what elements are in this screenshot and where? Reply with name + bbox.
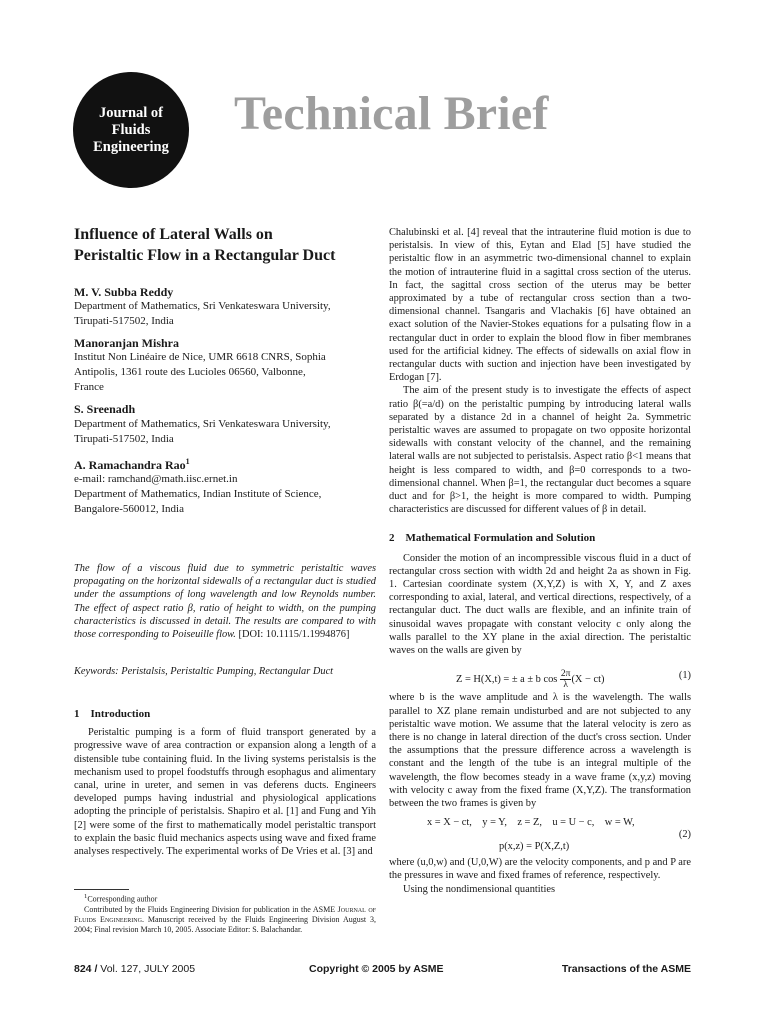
page-number: 824 — [74, 963, 92, 975]
journal-name-line1: Journal of — [98, 104, 164, 121]
journal-series: Transactions of the ASME — [561, 963, 691, 975]
copyright-notice: Copyright © 2005 by ASME — [309, 963, 444, 975]
author-affiliation: e-mail: ramchand@math.iisc.ernet.in Department of Mathematics, Indian Institute of Science, Bangalore-560012, India — [74, 472, 322, 515]
paragraph: The aim of the present study is to investigate the effects of aspect ratio β(=a/d) on the peristaltic pumping by introducing lateral walls separated by a distance 2d in a channel of height 2a. Symmetric peristaltic waves are assumed to propagate on two opposite horizontal sidewalls with constant velocity of the channel, and the remaining lateral walls are not subjected to peristalsis. Aspect ratio β<1 means that height is less compared to width, and β=0 corresponds to a two-dimensional channel. When β=1, the rectangular duct becomes a square duct and for β>1, the height is more compared to width. Pumping characteristics are discussed for different values of β in detail. — [389, 385, 691, 516]
volume-info: Vol. 127, JULY 2005 — [100, 963, 196, 975]
author-name: S. Sreenadh — [74, 402, 136, 417]
section-banner-title: Technical Brief — [234, 87, 549, 140]
equation-2: x = X − ct, y = Y, z = Z, u = U − c, w = W, (2) p(x,z) = P(X,Z,t) — [427, 817, 691, 853]
paragraph: where (u,0,w) and (U,0,W) are the velocity components, and p and P are the pressures in wave and fixed frames of reference, respectively. — [389, 857, 691, 882]
paragraph: Consider the motion of an incompressible viscous fluid in a duct of rectangular cross section with width 2d and height 2a as shown in Fig. 1. Cartesian coordinate system (X,Y,Z) is with X, Y, and Z axes corresponding to axial, lateral, and vertical directions, respectively, of a rectangular duct. The duct walls are flexible, and an infinite train of sinusoidal waves propagate with constant velocity c only along the walls parallel to the XY plane in the axial direction. The peristaltic waves on the walls are given by — [389, 552, 691, 657]
right-column — [389, 226, 691, 896]
footer-left: 824 / Vol. 127, JULY 2005 — [74, 963, 196, 975]
paragraph: Chalubinski et al. [4] reveal that the intrauterine fluid motion is due to peristalsis. In view of this, Eytan and Elad [5] have studied the peristaltic flow in an asymmetric two-dimensional channel to explain the motion of intrauterine fluid in a sagittal cross section of the uterus. In fact, the sagittal cross section of the uterus may be better approximated by a tube of rectangular cross section than a two-dimensional channel. Tsangaris and Vlachakis [6] have obtained an exact solution of the Navier-Stokes equations for a pulsating flow in a rectangular duct in order to explain the blood flow in fiber membranes used for the artificial kidney. The effects of sidewalls on axial flow in rectangular ducts with suction and injection have been investigated by Erdogan [7]. — [389, 227, 691, 384]
paragraph: Peristaltic pumping is a form of fluid transport generated by a progressive wave of area contraction or expansion along a length of a distensible tube containing fluid. In the living systems peristalsis is the mechanism used to propel foodstuffs through esophagus and alimentary canal, urine in ureter, and semen in vas deferens ducts. Engineers developed pumps having industrial and physiological applications adopting the principle of peristalsis. Shapiro et al. [1] and Fung and Yih [2] were some of the first to mathematically model peristaltic transport to explain the basic fluid mechanics aspects using wave and fixed frame analyses respectively. The experimental works of De Vries et al. [3] and — [74, 727, 376, 858]
footnotes: $^1$Corresponding author Contributed by the Fluids Engineering Division for publication in the ASME Journal of Fluids Engineering. Manuscript received by the Fluids Engineering Division August 3, 2004; Final revision March 10, 2005. Associate Editor: S. Balachandar. — [74, 893, 376, 934]
journal-name-line2: Fluids — [111, 121, 151, 138]
paragraph: Using the nondimensional quantities — [403, 883, 556, 895]
doi[interactable]: [DOI: 10.1115/1.1994876] — [235, 629, 350, 641]
left-column — [74, 224, 376, 517]
author-name: M. V. Subba Reddy — [74, 285, 174, 299]
section-heading: 1 Introduction — [74, 708, 151, 720]
author-name: Manoranjan Mishra — [74, 336, 179, 351]
equation-number: (2) — [678, 829, 691, 841]
journal-logo — [73, 72, 189, 188]
paragraph: where b is the wave amplitude and λ is the wavelength. The walls parallel to XZ plane remain undisturbed and are not subjected to any peristaltic wave motion. We assume that the lateral velocity is zero as there is no change in lateral direction of the duct's cross section. Under the assumptions that the pressure difference across a wavelength is constant and the length of the tube is an integral multiple of the wavelength, the flow becomes steady in a wave frame (x,y,z) moving with velocity c away from the fixed frame (X,Y,Z). The transformation between the two frames is given by — [389, 692, 691, 809]
article-title-line2: Peristaltic Flow in a Rectangular Duct — [74, 247, 336, 264]
equation-1: Z = H(X,t) = ± a ± b cos $\frac{2\pi}{\lambda}$ (X − ct) (1) — [456, 669, 691, 691]
article-title — [74, 224, 376, 266]
introduction-section — [74, 708, 376, 858]
journal-name-line3: Engineering — [93, 138, 169, 155]
article-title-line1: Influence of Lateral Walls on — [74, 226, 273, 243]
author-affiliation: Department of Mathematics, Sri Venkateswara University, Tirupati-517502, India — [74, 417, 331, 445]
author-email[interactable]: e-mail: ramchand@math.iisc.ernet.in — [74, 472, 238, 485]
abstract: The flow of a viscous fluid due to symmetric peristaltic waves propagating on the horizontal sidewalls of a rectangular duct is studied under the assumptions of long wavelength and low Reynolds number. The effect of aspect ratio β, ratio of height to width, on the pumping characteristics is discussed in detail. The results are compared to with those corresponding to Poiseuille flow. [DOI: 10.1115/1.1994876] — [74, 563, 377, 641]
author-affiliation: Department of Mathematics, Sri Venkateswara University, Tirupati-517502, India — [74, 300, 331, 328]
fraction: $\frac{2\pi}{\lambda}$ — [560, 669, 571, 691]
author-name: A. Ramachandra Rao$^1$ — [74, 456, 190, 472]
footnote-rule — [74, 889, 129, 890]
equation-number: (1) — [678, 670, 691, 682]
keywords: Keywords: Peristalsis, Peristaltic Pumping, Rectangular Duct — [74, 666, 334, 677]
author-affiliation: Institut Non Linéaire de Nice, UMR 6618 CNRS, Sophia Antipolis, 1361 route des Lucioles 06560, Valbonne, France — [74, 351, 326, 394]
section-heading: 2 Mathematical Formulation and Solution — [389, 532, 596, 545]
